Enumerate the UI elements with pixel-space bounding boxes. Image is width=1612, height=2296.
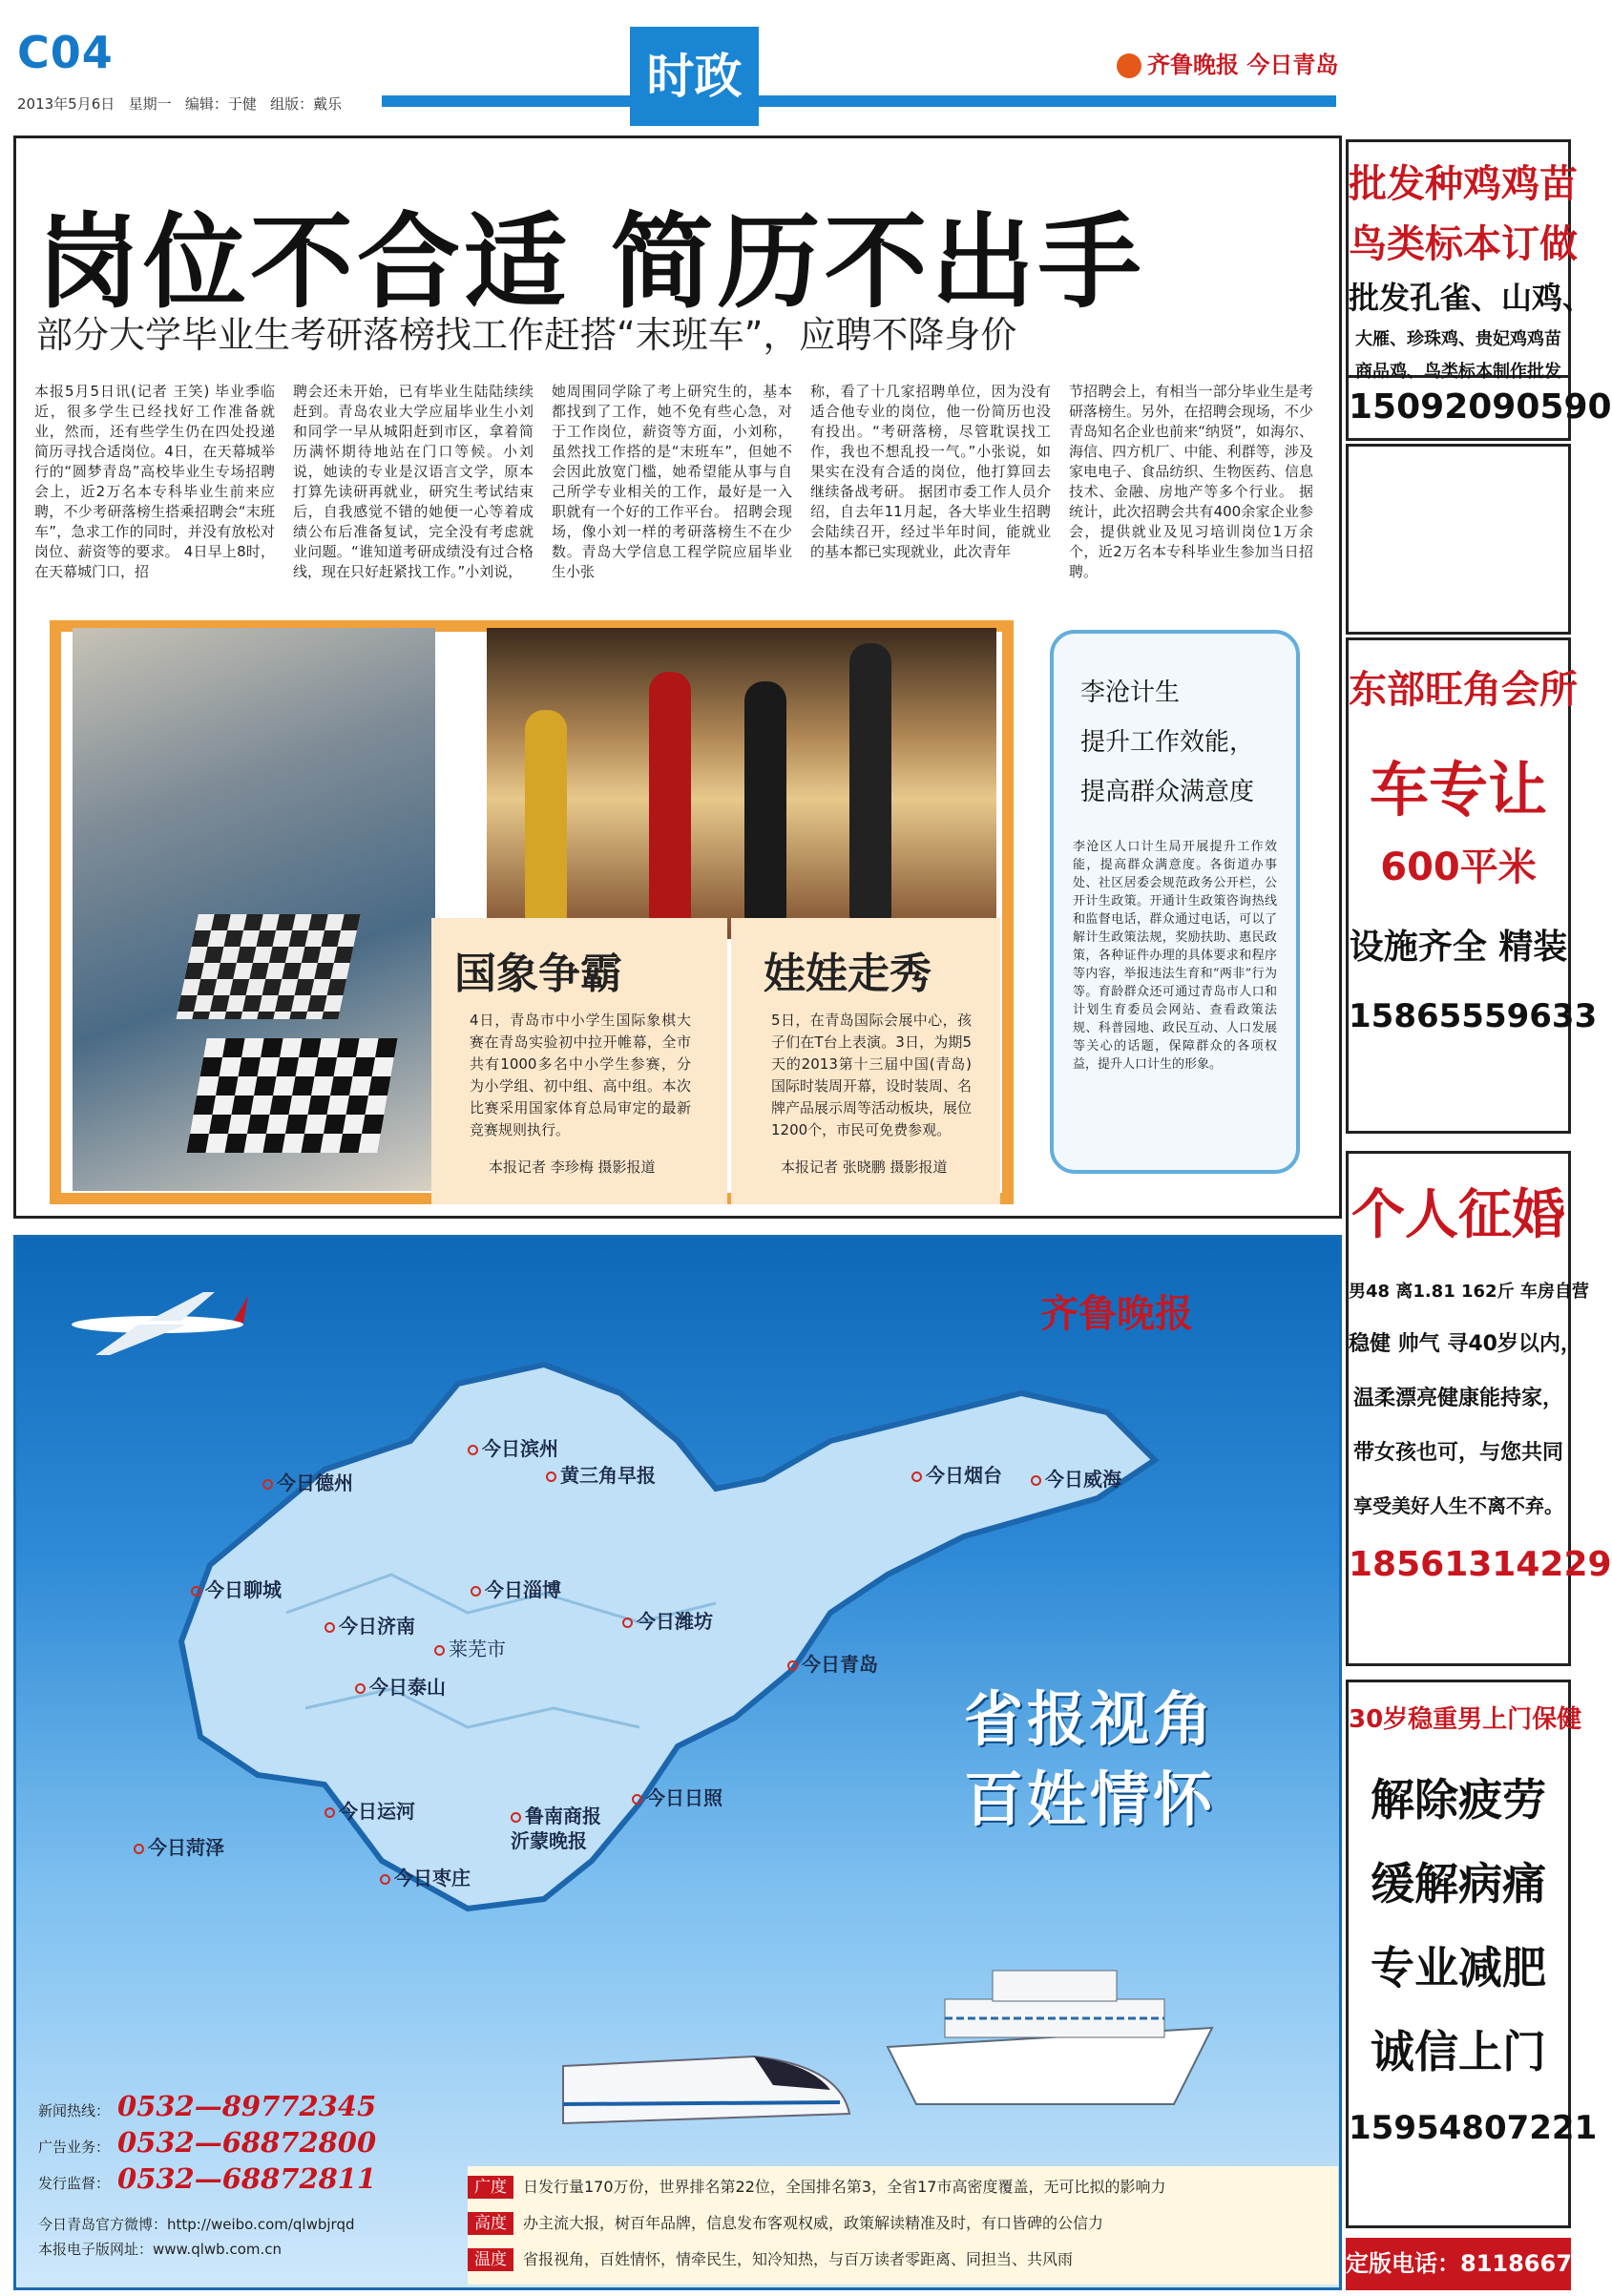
booking-phone: 定版电话：81186679 — [1346, 2238, 1571, 2290]
ad-text: 专业减肥 — [1371, 1942, 1546, 1993]
chess-caption-title: 国象争霸 — [454, 950, 622, 998]
headline: 岗位不合适 简历不出手 — [36, 203, 1145, 323]
map-city-label: 今日威海 — [1031, 1464, 1121, 1492]
chess-photo — [73, 628, 435, 1191]
ad-headline: 东部旺角会所 — [1349, 668, 1578, 712]
ad-text: 缓解病痛 — [1371, 1858, 1546, 1910]
city-marker-icon — [1031, 1475, 1041, 1486]
info-row-reach: 广度 日发行量170万份，世界排名第22位，全国排名第3，全省17市高密度覆盖，无可比拟的影响力 — [468, 2174, 1165, 2201]
map-city-label: 今日泰山 — [355, 1672, 446, 1700]
subheadline: 部分大学毕业生考研落榜找工作赶搭“末班车”，应聘不降身价 — [36, 314, 1017, 356]
map-city-label: 今日枣庄 — [380, 1863, 471, 1890]
map-city-label: 今日烟台 — [911, 1460, 1002, 1488]
article-column-4: 称，看了十几家招聘单位，因为没有适合他专业的岗位，他一份简历也没有投出。“考研落榜，尽管耽误找工作，我也不想乱投一气。”小张说，如果实在没有合适的岗位，他打算回去继续备战考研。 据团市委工作人员介绍，自去年11月起，各大毕业生招聘会陆续召开，经过半年时间，能就业的基本都已实现就业，此次青年 — [810, 383, 1051, 560]
chess-photo-credit: 本报记者 李珍梅 摄影报道 — [489, 1158, 656, 1176]
city-marker-icon — [262, 1479, 273, 1490]
ad-text: 带女孩也可，与您共同 — [1352, 1441, 1563, 1465]
map-city-label: 今日聊城 — [191, 1575, 282, 1602]
map-ad-logo: 齐鲁晚报 — [1040, 1292, 1193, 1336]
city-marker-icon — [622, 1618, 633, 1628]
sidebar-note-text: 李沧区人口计生局开展提升工作效能，提高群众满意度。各街道办事处、社区居委会规范政务公开栏，公开计生政策。开通计生政策咨询热线和监督电话，群众通过电话，可以了解计生政策法规，奖励扶助、惠民政策，各种证件办理的具体要求和程序等内容，举报违法生育和“两非”行为等。育龄群众还可通过青岛市人口和计划生育委员会网站、查看政策法规、科普园地、政民互动、人口发展等关心的话题，保障群众的各项权益，提升人口计生的形象。 — [1073, 840, 1277, 1072]
city-marker-icon — [324, 1807, 335, 1818]
map-city-label: 今日滨州 — [468, 1433, 558, 1461]
map-city-label: 黄三角早报 — [546, 1460, 656, 1488]
city-marker-icon — [632, 1794, 642, 1805]
article-column-5: 节招聘会上，有相当一部分毕业生是考研落榜生。另外，在招聘会现场，不少青岛知名企业也前来“纳贤”，如海尔、海信、四方机厂、中能、利群等，涉及家电电子、食品纺织、生物医药、信息技术、金融、房地产等多个行业。 据统计，此次招聘会共有400余家企业参会，提供就业及见习培训岗位1万余个，近2万名本专科毕业生参加当日招聘。 — [1069, 383, 1313, 580]
map-city-label: 鲁南商报 沂蒙晚报 — [511, 1805, 601, 1852]
ad-phone: 15092090590 — [1349, 387, 1612, 427]
article-column-3: 她周围同学除了考上研究生的，基本都找到了工作，她不免有些心急，对于工作岗位，薪资等方面，小刘称，虽然找工作搭的是“末班车”，但她不会因此放宽门槛，她希望能从事与自己所学专业相关的工作，最好是一入职就有一个好的工作平台。 招聘会现场，像小刘一样的考研落榜生不在少数。青岛大学信息工程学院应届毕业生小张 — [552, 383, 792, 580]
top-rule — [13, 136, 1340, 138]
ad-headline: 车专让 — [1369, 755, 1547, 824]
classified-ad-poultry-phone — [1346, 378, 1612, 441]
map-city-label: 今日日照 — [632, 1783, 722, 1810]
header-band — [382, 95, 1336, 107]
ad-headline: 批发种鸡鸡苗 — [1349, 162, 1578, 206]
classified-ad-health — [1346, 1680, 1598, 2228]
city-marker-icon — [511, 1812, 521, 1823]
sidebar-note-title: 李沧计生 提升工作效能， 提高群众满意度 — [1080, 678, 1255, 806]
city-marker-icon — [380, 1874, 390, 1885]
fashion-photo-credit: 本报记者 张晓鹏 摄影报道 — [781, 1158, 948, 1176]
child-model-figure — [649, 672, 691, 920]
article-column-1: 本报5月5日讯(记者 王笑) 毕业季临近，很多学生已经找好工作准备就业，然而，还有些学生仍在四处投递简历寻找合适岗位。4日，在天幕城举行的“圆梦青岛”高校毕业生专场招聘会上，近2万名本专科毕业生前来应聘，不少考研落榜生搭乘招聘会“末班车”，急求工作的同时，并没有放松对岗位、薪资等的要求。 4日早上8时，在天幕城门口，招 — [34, 383, 275, 580]
classified-ad-clubhouse — [1346, 637, 1598, 1134]
child-model-figure — [525, 710, 567, 920]
city-marker-icon — [134, 1844, 144, 1854]
map-city-label: 今日济南 — [324, 1611, 415, 1639]
ad-text: 大雁、珍珠鸡、贵妃鸡鸡苗 — [1355, 329, 1561, 349]
map-city-label: 今日淄博 — [471, 1575, 561, 1602]
info-band — [468, 2166, 1338, 2285]
ad-phone: 15865559633 — [1349, 997, 1598, 1035]
city-marker-icon — [355, 1683, 366, 1694]
high-speed-train-icon — [563, 2037, 849, 2128]
info-row-authority: 高度 办主流大报，树百年品牌，信息发布客观权威，政策解读精准及时，有口皆碑的公信力 — [468, 2210, 1103, 2237]
city-marker-icon — [434, 1645, 445, 1656]
city-marker-icon — [191, 1586, 201, 1597]
ad-phone: 15954807221 — [1349, 2109, 1598, 2147]
ad-text: 稳健 帅气 寻40岁以内， — [1349, 1332, 1581, 1356]
contact-news-hotline: 新闻热线： 0532—89772345 — [38, 2090, 377, 2122]
map-city-label: 莱芜市 — [434, 1634, 506, 1661]
fashion-caption-title: 娃娃走秀 — [764, 950, 932, 998]
cruise-ship-icon — [888, 1961, 1212, 2104]
child-model-figure — [849, 643, 891, 920]
ad-slogan: 省报视角 百姓情怀 — [964, 1684, 1217, 1834]
ad-headline: 鸟类标本订做 — [1349, 222, 1578, 266]
map-city-label: 今日潍坊 — [622, 1606, 713, 1634]
masthead — [1117, 46, 1338, 79]
fashion-caption-text: 5日，在青岛国际会展中心，孩子们在T台上表演。3日，为期5天的2013第十三届中国(青岛)国际时装周开幕，设时装周、名牌产品展示周等活动板块，展位1200个，市民可免费参观。 — [771, 1012, 973, 1138]
city-marker-icon — [911, 1472, 922, 1482]
ad-text: 解除疲劳 — [1371, 1774, 1546, 1826]
chessboard-image — [186, 1038, 397, 1153]
sun-logo-icon — [1117, 53, 1141, 78]
article-column-2: 聘会还未开始，已有毕业生陆陆续续赶到。青岛农业大学应届毕业生小刘和同学一早从城阳赶到市区，拿着简历满怀期待地站在门口等候。小刘说，她读的专业是汉语言文学，原本打算先读研再就业，研究生考试结束后，自我感觉不错的她便一心等着成绩公布后准备复试，完全没有考虑就业问题。“谁知道考研成绩没有过合格线，现在只好赶紧找工作。”小刘说， — [293, 383, 534, 580]
city-marker-icon — [471, 1586, 481, 1597]
classified-ad-poultry — [1346, 139, 1594, 382]
ad-headline: 个人征婚 — [1351, 1184, 1565, 1246]
contact-advertising: 广告业务： 0532—68872800 — [38, 2126, 377, 2159]
fashion-show-photo — [487, 628, 996, 939]
city-marker-icon — [546, 1472, 556, 1482]
contact-box — [38, 2090, 439, 2281]
city-marker-icon — [787, 1660, 798, 1671]
info-row-warmth: 温度 省报视角，百姓情怀，情牵民生，知冷知热，与百万读者零距离、同担当、共风雨 — [468, 2246, 1073, 2273]
classified-ad-personals — [1346, 1151, 1612, 1666]
map-city-label: 今日青岛 — [787, 1649, 878, 1677]
ad-text: 男48 离1.81 162斤 车房自营 — [1349, 1282, 1589, 1302]
section-title: 时政 — [630, 27, 759, 126]
map-city-label: 今日运河 — [324, 1796, 415, 1824]
ad-blank-space — [1346, 444, 1571, 635]
chess-caption-text: 4日，青岛市中小学生国际象棋大赛在青岛实验初中拉开帷幕，全市共有1000多名中小学生参赛，分为小学组、初中组、高中组。本次比赛采用国家体育总局审定的最新竞赛规则执行。 — [470, 1012, 691, 1138]
chess-caption — [431, 918, 727, 1204]
weibo-link[interactable]: 今日青岛官方微博：http://weibo.com/qlwbjrqd — [38, 2216, 355, 2233]
contact-distribution: 发行监督： 0532—68872811 — [38, 2162, 377, 2195]
ad-text: 诚信上门 — [1371, 2026, 1546, 2077]
ad-text: 600平米 — [1380, 845, 1537, 889]
chessboard-image — [176, 914, 360, 1019]
ad-text: 享受美好人生不离不弃。 — [1353, 1494, 1563, 1517]
map-city-label: 今日德州 — [262, 1468, 353, 1495]
ad-headline: 30岁稳重男上门保健 — [1349, 1705, 1582, 1734]
ad-phone: 18561314229 — [1349, 1545, 1612, 1584]
page-number: C04 — [17, 27, 114, 78]
city-marker-icon — [468, 1445, 478, 1455]
ad-text: 设施齐全 精装 — [1349, 928, 1568, 967]
child-model-figure — [744, 681, 786, 920]
city-marker-icon — [324, 1622, 335, 1633]
ad-text: 温柔漂亮健康能持家， — [1352, 1387, 1563, 1410]
epaper-link[interactable]: 本报电子版网址：www.qlwb.com.cn — [38, 2241, 283, 2258]
date-line: 2013年5月6日 星期一 编辑：于健 组版：戴乐 — [17, 95, 343, 113]
ad-text: 商品鸡、鸟类标本制作批发 — [1355, 362, 1561, 382]
ad-text: 批发孔雀、山鸡、 — [1349, 280, 1594, 316]
map-city-label: 今日菏泽 — [134, 1832, 224, 1860]
fashion-caption — [731, 918, 1000, 1204]
masthead-text: 齐鲁晚报 今日青岛 — [1147, 52, 1339, 78]
